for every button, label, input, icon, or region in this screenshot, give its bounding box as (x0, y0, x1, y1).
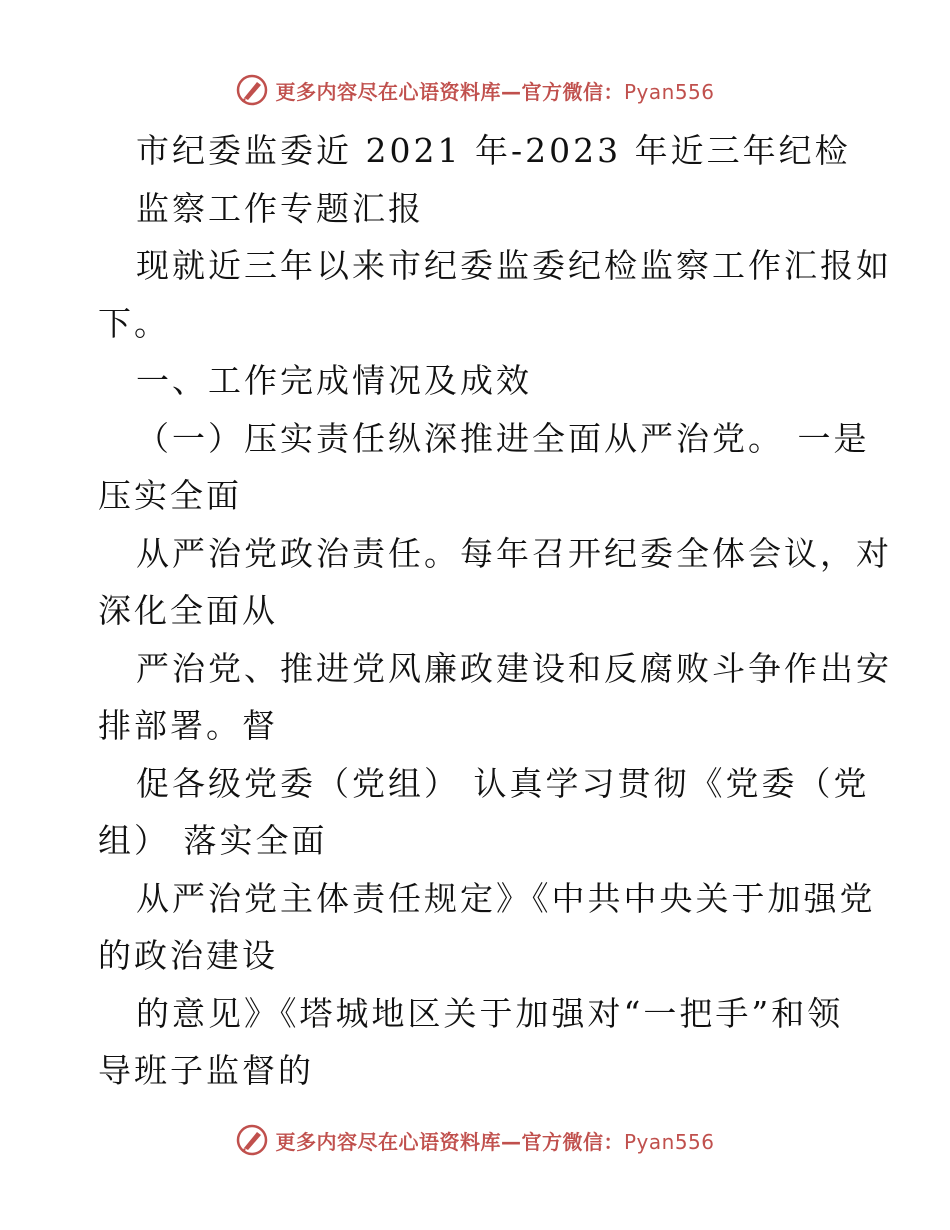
title-line-1: 市纪委监委近 2021 年-2023 年近三年纪检 (136, 131, 851, 170)
header-watermark (0, 70, 950, 110)
watermark-text: 更多内容尽在心语资料库—官方微信：Pyan556 (275, 79, 715, 104)
quill-pen-logo-icon (235, 73, 269, 107)
paragraph-line: 的政治建设 (98, 936, 278, 975)
paragraph-line: 导班子监督的 (98, 1051, 314, 1090)
paragraph-line: 的意见》《塔城地区关于加强对“一把手”和领 (136, 993, 844, 1033)
title-line-2: 监察工作专题汇报 (136, 188, 424, 228)
paragraph-line: 从严治党主体责任规定》《中共中央关于加强党 (136, 878, 876, 918)
paragraph-line: 现就近三年以来市纪委监委纪检监察工作汇报如 (136, 246, 892, 285)
watermark-text: 更多内容尽在心语资料库—官方微信：Pyan556 (275, 1129, 715, 1154)
document-body (98, 122, 892, 1100)
watermark-wechat-id: Pyan556 (623, 79, 715, 104)
paragraph-line: 排部署。督 (98, 706, 278, 745)
paragraph-line: 促各级党委（党组） 认真学习贯彻《党委（党 (136, 763, 870, 803)
paragraph-line: 压实全面 (98, 476, 242, 515)
subsection-heading: （一）压实责任纵深推进全面从严治党。 一是 (136, 418, 870, 458)
paragraph-line: 下。 (98, 303, 170, 343)
quill-pen-logo-icon (235, 1123, 269, 1157)
watermark-wechat-id: Pyan556 (623, 1129, 715, 1154)
section-heading: 一、工作完成情况及成效 (136, 361, 532, 400)
paragraph-line: 深化全面从 (98, 591, 278, 630)
paragraph-line: 从严治党政治责任。每年召开纪委全体会议，对 (136, 533, 892, 573)
footer-watermark (0, 1120, 950, 1160)
paragraph-line: 组） 落实全面 (98, 821, 328, 860)
paragraph-line: 严治党、推进党风廉政建设和反腐败斗争作出安 (136, 648, 892, 688)
